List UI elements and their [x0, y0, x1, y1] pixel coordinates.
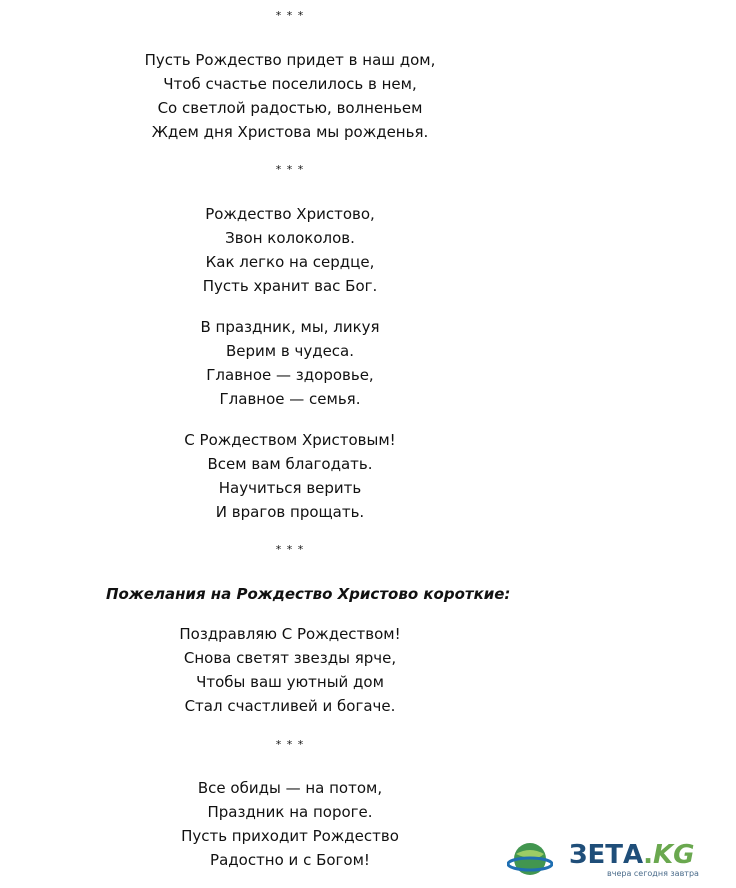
poem-line: Пусть хранит вас Бог. [202, 277, 378, 295]
poem-line: Как легко на сердце, [205, 253, 375, 271]
separator: * * * [275, 163, 305, 176]
poem-line: Научиться верить [218, 479, 362, 497]
poem-line: Главное — семья. [219, 390, 361, 408]
separator: * * * [275, 9, 305, 22]
poem-line: Праздник на пороге. [207, 803, 373, 821]
poem-line: Чтобы ваш уютный дом [196, 673, 384, 691]
poem-line: Стал счастливей и богаче. [184, 697, 396, 715]
watermark-tagline: вчера сегодня завтра [607, 869, 699, 878]
poem-line: Поздравляю С Рождеством! [179, 625, 401, 643]
poem-line: Пусть Рождество придет в наш дом, [144, 51, 436, 69]
poem-line: Радостно и с Богом! [210, 851, 370, 869]
poem-line: Главное — здоровье, [206, 366, 374, 384]
poem-line: Ждем дня Христова мы рожденья. [151, 123, 429, 141]
poem-line: В праздник, мы, ликуя [200, 318, 380, 336]
poem-line: Рождество Христово, [205, 205, 375, 223]
poem-line: Пусть приходит Рождество [181, 827, 399, 845]
site-watermark [507, 836, 732, 882]
watermark-brand: ЗЕТА.KG [569, 840, 695, 870]
separator: * * * [275, 543, 305, 556]
section-heading: Пожелания на Рождество Христово короткие: [106, 585, 511, 603]
poem-line: Всем вам благодать. [207, 455, 373, 473]
poem-line: Звон колоколов. [225, 229, 355, 247]
separator: * * * [275, 738, 305, 751]
poem-line: И врагов прощать. [215, 503, 365, 521]
poem-line: Все обиды — на потом, [197, 779, 383, 797]
poem-line: Со светлой радостью, волненьем [157, 99, 423, 117]
poem-line: Чтоб счастье поселилось в нем, [163, 75, 417, 93]
poem-line: Снова светят звезды ярче, [183, 649, 397, 667]
poem-line: С Рождеством Христовым! [184, 431, 396, 449]
poem-line: Верим в чудеса. [225, 342, 355, 360]
globe-logo-icon [507, 838, 553, 880]
